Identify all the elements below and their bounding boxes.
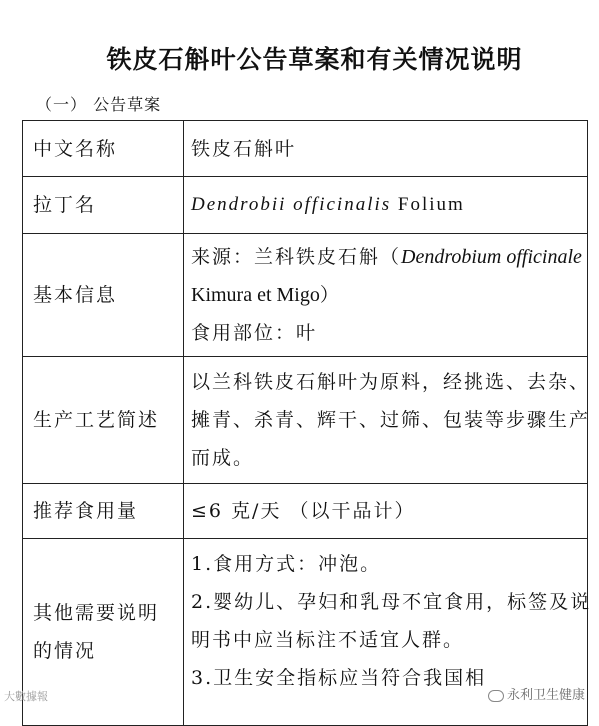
source-latin-italic: Dendrobium officinale [401, 246, 582, 268]
row-label: 基本信息 [23, 234, 184, 357]
process-line: 以兰科铁皮石斛叶为原料，经挑选、去杂、 [191, 371, 591, 393]
source-suffix: ） [319, 284, 341, 306]
watermark-right-text: 永利卫生健康 [506, 688, 585, 703]
row-value: 铁皮石斛叶 [184, 121, 588, 177]
row-value [184, 234, 588, 357]
row-label: 推荐食用量 [23, 484, 184, 539]
table-row-chinese-name [23, 121, 588, 177]
spec-table [22, 120, 592, 726]
row-value [184, 177, 588, 234]
latin-genus-italic: Dendrobii officinalis [191, 194, 392, 215]
row-value: ≤6 克/天 （以干品计） [184, 484, 588, 539]
source-prefix: 来源：兰科铁皮石斛（ [191, 246, 402, 268]
process-line: 摊青、杀青、辉干、过筛、包装等步骤生产 [191, 409, 591, 431]
table-row-dosage [23, 484, 588, 539]
table-row-latin-name [23, 177, 588, 234]
note-line: 3.卫生安全指标应当符合我国相 [191, 667, 487, 689]
note-line: 2.婴幼儿、孕妇和乳母不宜食用，标签及说 [191, 591, 592, 613]
edible-part: 食用部位：叶 [191, 322, 318, 344]
source-line-2 [191, 276, 583, 314]
table-row-process [23, 357, 588, 484]
label-line: 的情况 [33, 640, 97, 662]
row-label: 中文名称 [23, 121, 184, 177]
source-line [191, 238, 583, 276]
watermark-left: 大數據報 [4, 690, 48, 703]
watermark-right [488, 684, 585, 703]
section-heading: （一） 公告草案 [36, 95, 162, 114]
note-line: 明书中应当标注不适宜人群。 [191, 629, 465, 651]
table-row-basic-info [23, 234, 588, 357]
source-latin-plain: Kimura et Migo [191, 284, 320, 306]
row-label: 拉丁名 [23, 177, 184, 234]
wechat-icon [488, 690, 504, 702]
document-title: 铁皮石斛叶公告草案和有关情况说明 [106, 45, 523, 74]
note-line: 1.食用方式：冲泡。 [191, 553, 382, 575]
latin-plain: Folium [391, 194, 465, 215]
process-line: 而成。 [191, 447, 255, 469]
row-label: 生产工艺简述 [23, 357, 184, 484]
row-value [184, 357, 591, 484]
label-line: 其他需要说明 [33, 602, 160, 624]
